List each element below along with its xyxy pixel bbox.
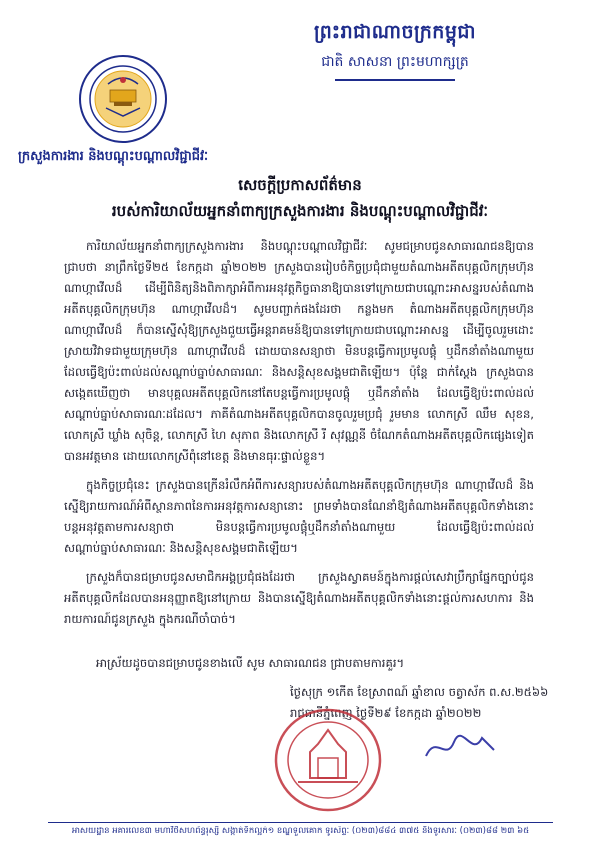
paragraph-3 — [64, 567, 534, 630]
signature-icon — [420, 728, 500, 768]
footer-address: អាសយដ្ឋាន អគារលេខ៣ មហាវិថីសហព័ន្ធរុស្សី សង្កាត់ទឹកល្អក់១ ខណ្ឌទួលគោក ទូរស័ព្ទៈ (០២៣)៨៨៤ ៣៧៥ និងទូរសារៈ (០២៣)៨៨ ២៣ ៦៥ — [71, 826, 530, 836]
place-date: រាជធានីភ្នំពេញ ថ្ងៃទី២៩ ខែកក្កដា ឆ្នាំ២០២២ — [290, 706, 482, 720]
kingdom-title: ព្រះរាជាណាចក្រកម្ពុជា — [314, 21, 476, 43]
paragraph-1-text: ការិយាល័យអ្នកនាំពាក្យក្រសួងការងារ និងបណ្តុះបណ្តាលវិជ្ជាជីវៈ សូមជម្រាបជូនសាធារណជនឱ្យបានជ្រាបថា នាព្រឹកថ្ងៃទី២៥ ខែកក្កដា ឆ្នាំ២០២២ ក្រសួងបានរៀបចំកិច្ចប្រជុំជាមួយតំណាងអតីតបុគ្គលិកក្រុមហ៊ុន ណាហ្កាវើលដ៏ ដើម្បីពិនិត្យនិងពិភាក្សាអំពីការអនុវត្តកិច្ចធានាឱ្យបានទៅក្រោយជាបណ្តោះអាសន្នរបស់តំណាងអតីតបុគ្គលិកក្រុមហ៊ុន ណាហ្កាវើលដ៏។ សូមបញ្ជាក់ផងដែរថា កន្លងមក តំណាងអតីតបុគ្គលិកក្រុមហ៊ុន ណាហ្កាវើលដ៏ ក៏បានស្នើសុំឱ្យក្រសួងជួយធ្វើអន្តរាគមន៍ឱ្យបានទៅក្រោយជាបណ្តោះអាសន្ន ដើម្បីចូលរួមដោះស្រាយវិវាទជាមួយក្រុមហ៊ុន ណាហ្កាវើលដ៏ ដោយបានសន្យាថា មិនបន្តធ្វើការប្រមូលផ្តុំ ឬដឹកនាំតាំងណាមួយ ដែលធ្វើឱ្យប៉ះពាល់ដល់សណ្តាប់ធ្នាប់សាធារណៈ និងសន្តិសុខសង្គមជាតិឡើយ។ ប៉ុន្តែ ជាក់ស្តែង ក្រសួងបានសង្កេតឃើញថា មានបុគ្គលអតីតបុគ្គលិកនៅតែបន្តធ្វើការប្រមូលផ្តុំ ឬដឹកនាំតាំង ដែលធ្វើឱ្យប៉ះពាល់ដល់សណ្តាប់ធ្នាប់សាធារណៈដដែល។ ភាគីតំណាងអតីតបុគ្គលិកបានចូលរួមប្រជុំ រួមមាន លោកស្រី ឈឹម សុខន, លោកស្រី ឃ្លាំង សុចិន្ត, លោកស្រី ហៃ សុភាព និងលោកស្រី រី សុវណ្ណនី ចំណែកតំណាងអតីតបុគ្គលិកផ្សេងទៀតបានអវត្តមាន ដោយលោកស្រីពុំនៅខេត្ត និងមានធុរៈផ្ទាល់ខ្លួន។ — [64, 239, 534, 463]
paragraph-2 — [64, 475, 534, 559]
title-line-2: របស់ការិយាល័យអ្នកនាំពាក្យក្រសួងការងារ និងបណ្តុះបណ្តាលវិជ្ជាជីវៈ — [111, 202, 489, 220]
title-line-1: សេចក្តីប្រកាសព័ត៌មាន — [238, 176, 362, 194]
ministry-name: ក្រសួងការងារ និងបណ្តុះបណ្តាលវិជ្ជាជីវៈ — [18, 149, 209, 164]
header-divider — [335, 79, 455, 81]
paragraph-3-text: ក្រសួងក៏បានជម្រាបជូនសមាជិកអង្គប្រជុំផងដែរថា ក្រសួងស្វាគមន៍ក្នុងការផ្តល់សេវាប្រឹក្សាផ្នែកច្បាប់ជូនអតីតបុគ្គលិកដែលបានអនុញ្ញាតឱ្យនៅក្រោយ និងបានស្នើឱ្យតំណាងអតីតបុគ្គលិកទាំងនោះផ្តល់ការសហការ និងរាយការណ៍ជូនក្រសួង ក្នុងករណីចាំបាច់។ — [64, 570, 534, 626]
footer-divider — [48, 822, 553, 823]
document-body — [64, 236, 534, 638]
national-motto: ជាតិ សាសនា ព្រះមហាក្សត្រ — [321, 54, 469, 70]
document-title — [40, 176, 560, 224]
closing-sentence: អាស្រ័យដូចបានជម្រាបជូនខាងលើ សូម សាធារណជន ជ្រាបតាមការគួរ។ — [96, 656, 405, 670]
lunar-date: ថ្ងៃសុក្រ ១កើត ខែស្រាពណ៍ ឆ្នាំខាល ចត្វាស័ក ព.ស.២៥៦៦ — [290, 685, 549, 699]
paragraph-1 — [64, 236, 534, 467]
ministry-logo — [78, 54, 168, 144]
official-seal-icon — [258, 700, 398, 815]
letterhead — [250, 20, 540, 81]
paragraph-2-text: ក្នុងកិច្ចប្រជុំនេះ ក្រសួងបានក្រើនរំលឹកអំពីការសន្យារបស់តំណាងអតីតបុគ្គលិកក្រុមហ៊ុន ណាហ្កាវើលដ៏ និងស្នើឱ្យរាយការណ៍អំពីស្ថានភាពនៃការអនុវត្តការសន្យានោះ ព្រមទាំងបានណែនាំឱ្យតំណាងអតីតបុគ្គលិកទាំងនោះបន្តអនុវត្តតាមការសន្យាថា មិនបន្តធ្វើការប្រមូលផ្តុំឬដឹកនាំតាំងណាមួយ ដែលធ្វើឱ្យប៉ះពាល់ដល់សណ្តាប់ធ្នាប់សាធារណៈ និងសន្តិសុខសង្គមជាតិឡើយ។ — [64, 478, 534, 555]
